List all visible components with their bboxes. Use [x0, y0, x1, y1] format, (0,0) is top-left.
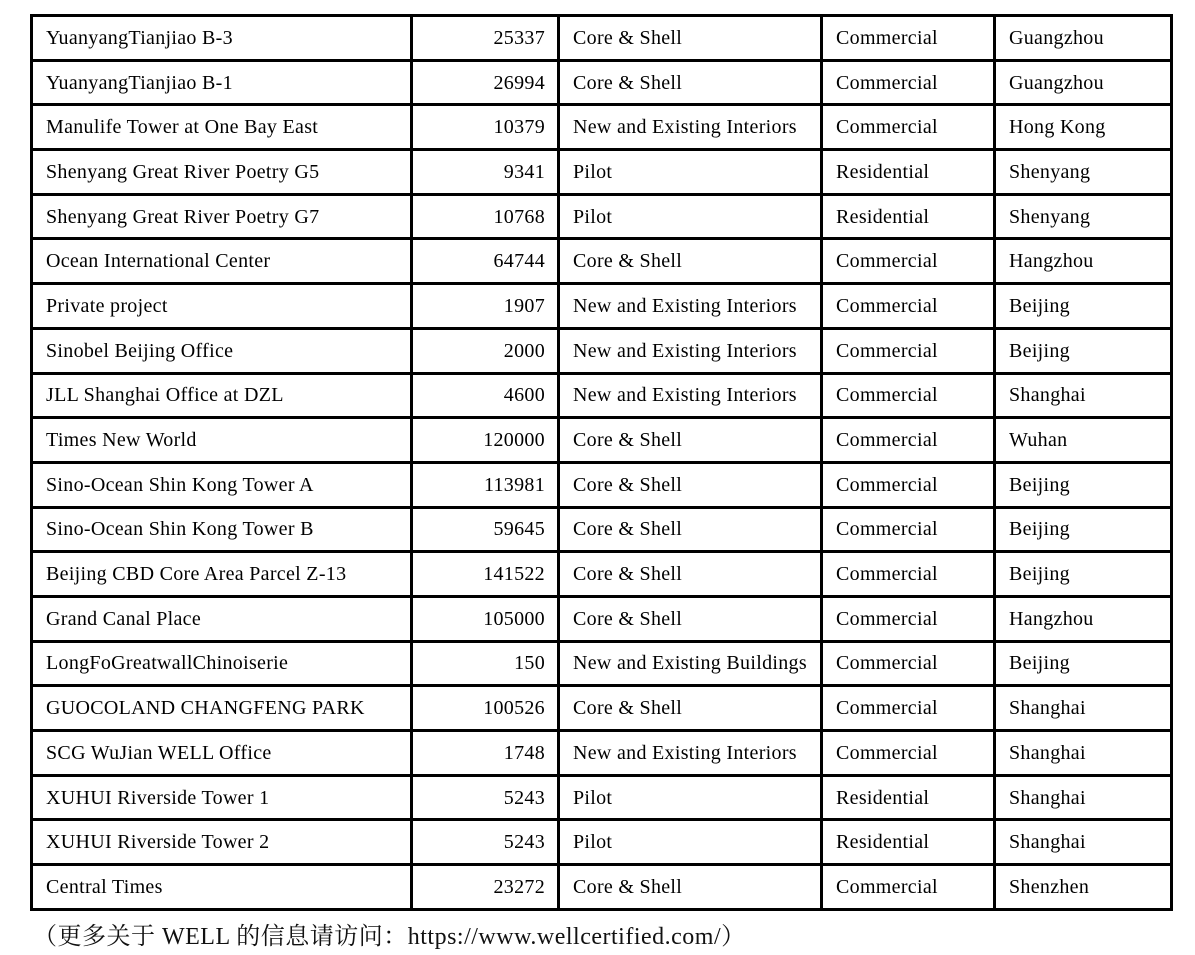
- certification-type-cell: New and Existing Interiors: [559, 731, 822, 776]
- gross-area-cell: 23272: [412, 865, 559, 910]
- certification-type-cell: Pilot: [559, 775, 822, 820]
- table-row: [32, 105, 1172, 150]
- table-row: [32, 462, 1172, 507]
- project-type-cell: Commercial: [822, 328, 995, 373]
- project-name-cell: Sino-Ocean Shin Kong Tower A: [32, 462, 412, 507]
- project-name-cell: Beijing CBD Core Area Parcel Z-13: [32, 552, 412, 597]
- project-name-cell: Grand Canal Place: [32, 596, 412, 641]
- certification-type-cell: Core & Shell: [559, 462, 822, 507]
- certification-type-cell: Pilot: [559, 194, 822, 239]
- gross-area-cell: 26994: [412, 60, 559, 105]
- project-type-cell: Commercial: [822, 105, 995, 150]
- gross-area-cell: 100526: [412, 686, 559, 731]
- city-cell: Beijing: [995, 507, 1172, 552]
- table-row: [32, 373, 1172, 418]
- project-name-cell: Shenyang Great River Poetry G7: [32, 194, 412, 239]
- city-cell: Hong Kong: [995, 105, 1172, 150]
- gross-area-cell: 141522: [412, 552, 559, 597]
- project-type-cell: Residential: [822, 820, 995, 865]
- city-cell: Shenyang: [995, 150, 1172, 195]
- project-name-cell: Sinobel Beijing Office: [32, 328, 412, 373]
- project-name-cell: Private project: [32, 284, 412, 329]
- table-row: [32, 865, 1172, 910]
- project-type-cell: Commercial: [822, 596, 995, 641]
- project-name-cell: JLL Shanghai Office at DZL: [32, 373, 412, 418]
- certification-type-cell: Core & Shell: [559, 16, 822, 61]
- project-type-cell: Commercial: [822, 284, 995, 329]
- project-type-cell: Residential: [822, 150, 995, 195]
- table-row: [32, 507, 1172, 552]
- gross-area-cell: 5243: [412, 775, 559, 820]
- table-row: [32, 284, 1172, 329]
- gross-area-cell: 2000: [412, 328, 559, 373]
- project-type-cell: Commercial: [822, 731, 995, 776]
- table-row: [32, 328, 1172, 373]
- table-row: [32, 239, 1172, 284]
- project-name-cell: YuanyangTianjiao B-3: [32, 16, 412, 61]
- project-type-cell: Commercial: [822, 373, 995, 418]
- certification-type-cell: New and Existing Interiors: [559, 105, 822, 150]
- project-type-cell: Commercial: [822, 16, 995, 61]
- city-cell: Wuhan: [995, 418, 1172, 463]
- project-type-cell: Commercial: [822, 641, 995, 686]
- project-type-cell: Commercial: [822, 686, 995, 731]
- project-name-cell: Sino-Ocean Shin Kong Tower B: [32, 507, 412, 552]
- city-cell: Shenzhen: [995, 865, 1172, 910]
- gross-area-cell: 9341: [412, 150, 559, 195]
- gross-area-cell: 113981: [412, 462, 559, 507]
- city-cell: Shenyang: [995, 194, 1172, 239]
- certification-type-cell: Core & Shell: [559, 552, 822, 597]
- gross-area-cell: 105000: [412, 596, 559, 641]
- certification-type-cell: Core & Shell: [559, 239, 822, 284]
- certification-type-cell: Core & Shell: [559, 60, 822, 105]
- gross-area-cell: 64744: [412, 239, 559, 284]
- city-cell: Hangzhou: [995, 239, 1172, 284]
- project-name-cell: GUOCOLAND CHANGFENG PARK: [32, 686, 412, 731]
- table-body: [32, 16, 1172, 910]
- city-cell: Beijing: [995, 328, 1172, 373]
- certification-type-cell: Core & Shell: [559, 507, 822, 552]
- gross-area-cell: 25337: [412, 16, 559, 61]
- city-cell: Shanghai: [995, 775, 1172, 820]
- gross-area-cell: 120000: [412, 418, 559, 463]
- project-name-cell: YuanyangTianjiao B-1: [32, 60, 412, 105]
- project-name-cell: SCG WuJian WELL Office: [32, 731, 412, 776]
- city-cell: Shanghai: [995, 731, 1172, 776]
- certification-type-cell: Core & Shell: [559, 418, 822, 463]
- project-type-cell: Commercial: [822, 239, 995, 284]
- project-type-cell: Commercial: [822, 552, 995, 597]
- footer-note: [33, 916, 746, 951]
- gross-area-cell: 5243: [412, 820, 559, 865]
- gross-area-cell: 10768: [412, 194, 559, 239]
- gross-area-cell: 10379: [412, 105, 559, 150]
- project-type-cell: Commercial: [822, 865, 995, 910]
- certification-type-cell: Pilot: [559, 150, 822, 195]
- table-row: [32, 150, 1172, 195]
- table-row: [32, 418, 1172, 463]
- certification-type-cell: Core & Shell: [559, 865, 822, 910]
- project-type-cell: Commercial: [822, 418, 995, 463]
- certification-type-cell: New and Existing Interiors: [559, 373, 822, 418]
- project-type-cell: Commercial: [822, 60, 995, 105]
- project-name-cell: XUHUI Riverside Tower 1: [32, 775, 412, 820]
- certification-type-cell: New and Existing Interiors: [559, 328, 822, 373]
- city-cell: Shanghai: [995, 373, 1172, 418]
- table-row: [32, 16, 1172, 61]
- project-name-cell: Central Times: [32, 865, 412, 910]
- project-name-cell: LongFoGreatwallChinoiserie: [32, 641, 412, 686]
- certification-type-cell: Pilot: [559, 820, 822, 865]
- table-row: [32, 641, 1172, 686]
- well-website-url: https://www.wellcertified.com/: [407, 924, 722, 950]
- table-row: [32, 60, 1172, 105]
- gross-area-cell: 59645: [412, 507, 559, 552]
- city-cell: Beijing: [995, 552, 1172, 597]
- table-row: [32, 194, 1172, 239]
- certification-type-cell: New and Existing Interiors: [559, 284, 822, 329]
- city-cell: Beijing: [995, 284, 1172, 329]
- table-row: [32, 775, 1172, 820]
- city-cell: Beijing: [995, 641, 1172, 686]
- table-row: [32, 552, 1172, 597]
- certification-type-cell: Core & Shell: [559, 596, 822, 641]
- project-name-cell: Ocean International Center: [32, 239, 412, 284]
- gross-area-cell: 4600: [412, 373, 559, 418]
- certification-type-cell: New and Existing Buildings: [559, 641, 822, 686]
- gross-area-cell: 1907: [412, 284, 559, 329]
- city-cell: Guangzhou: [995, 60, 1172, 105]
- city-cell: Hangzhou: [995, 596, 1172, 641]
- certification-type-cell: Core & Shell: [559, 686, 822, 731]
- city-cell: Shanghai: [995, 686, 1172, 731]
- table-row: [32, 731, 1172, 776]
- project-name-cell: Manulife Tower at One Bay East: [32, 105, 412, 150]
- footer-note-prefix: （更多关于 WELL 的信息请访问：: [33, 924, 408, 950]
- footer-note-suffix: ）: [721, 924, 746, 950]
- project-name-cell: Shenyang Great River Poetry G5: [32, 150, 412, 195]
- project-name-cell: XUHUI Riverside Tower 2: [32, 820, 412, 865]
- city-cell: Guangzhou: [995, 16, 1172, 61]
- project-name-cell: Times New World: [32, 418, 412, 463]
- gross-area-cell: 150: [412, 641, 559, 686]
- project-type-cell: Commercial: [822, 507, 995, 552]
- well-projects-table: [30, 14, 1173, 911]
- project-type-cell: Residential: [822, 194, 995, 239]
- project-type-cell: Residential: [822, 775, 995, 820]
- table-row: [32, 686, 1172, 731]
- table-row: [32, 820, 1172, 865]
- city-cell: Shanghai: [995, 820, 1172, 865]
- table-row: [32, 596, 1172, 641]
- city-cell: Beijing: [995, 462, 1172, 507]
- gross-area-cell: 1748: [412, 731, 559, 776]
- project-type-cell: Commercial: [822, 462, 995, 507]
